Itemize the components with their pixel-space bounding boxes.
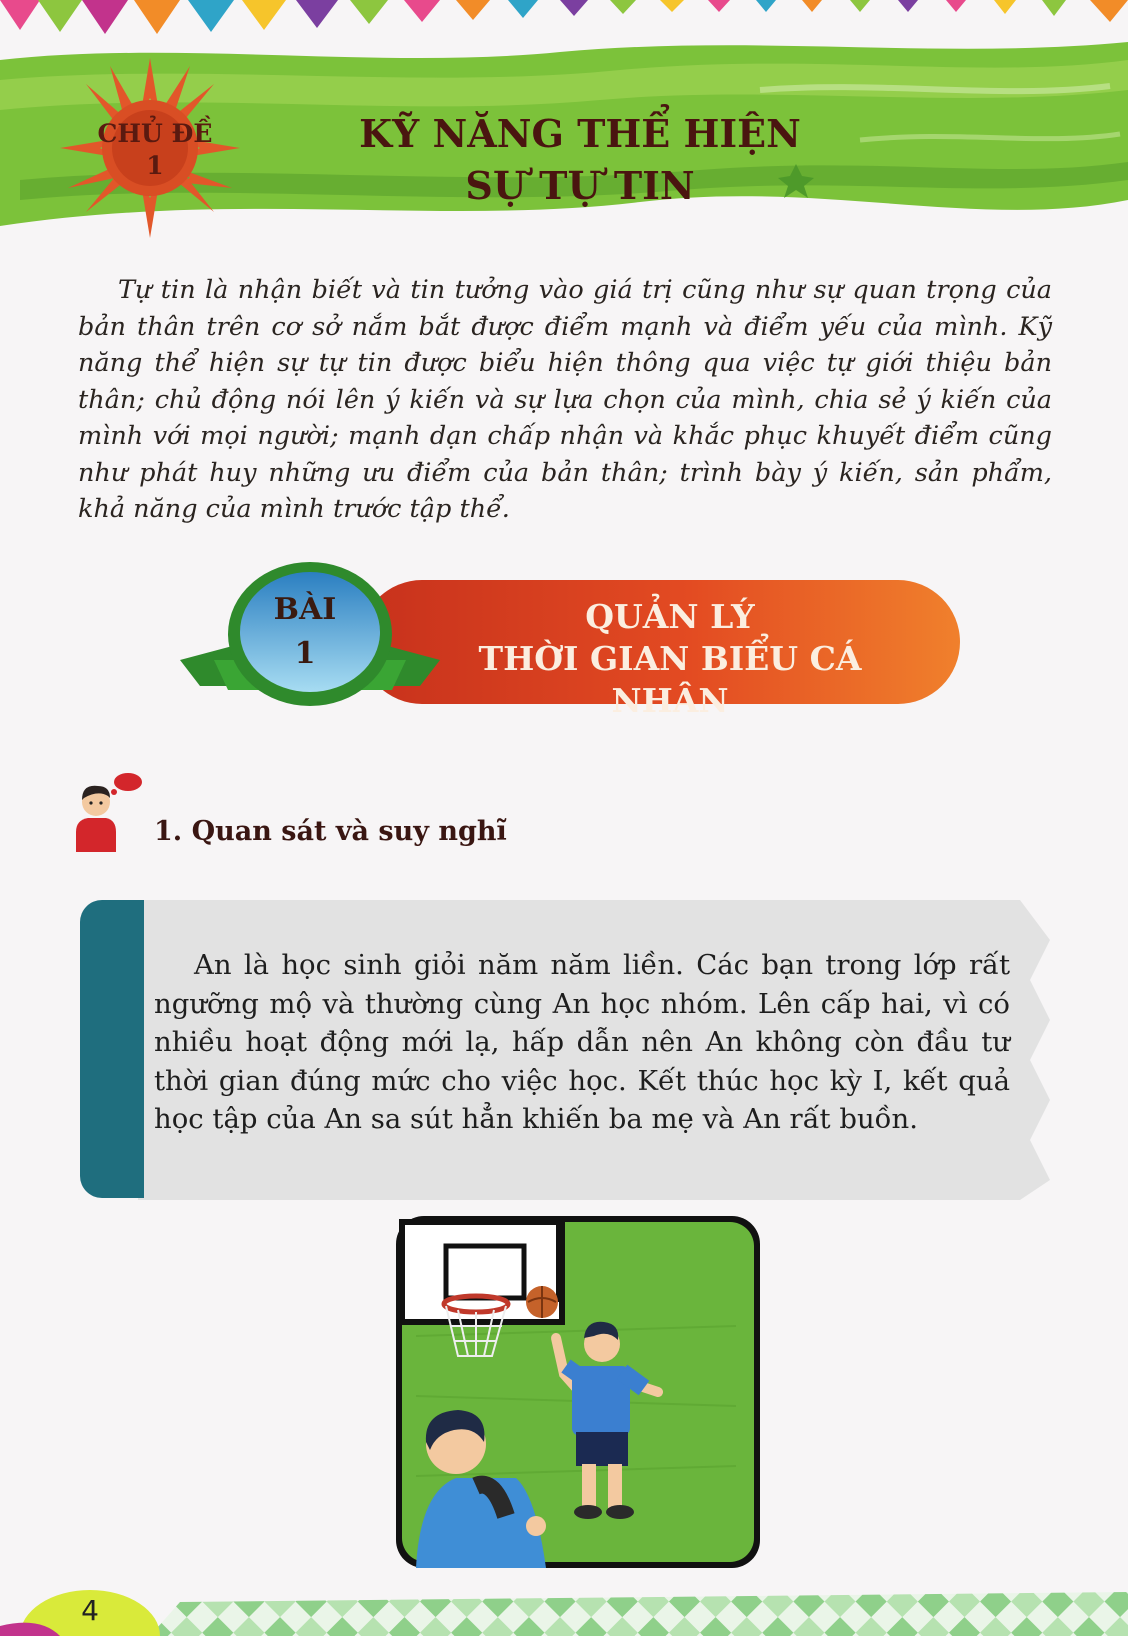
lesson-title-line1: QUẢN LÝ bbox=[585, 597, 755, 636]
footer-pattern bbox=[0, 1586, 1128, 1636]
topic-title-line2: SỰ TỰ TIN bbox=[465, 163, 695, 208]
basketball-illustration bbox=[396, 1216, 760, 1568]
topic-title-line1: KỸ NĂNG THỂ HIỆN bbox=[359, 111, 801, 156]
lesson-label-line2: 1 bbox=[294, 636, 316, 671]
section-heading: 1. Quan sát và suy nghĩ bbox=[154, 816, 507, 847]
intro-paragraph: Tự tin là nhận biết và tin tưởng vào giá trị cũng như sự quan trọng của bản thân trên cơ sở nắm bắt được điểm mạnh và điểm yếu của mình. Kỹ năng thể hiện sự tự tin được biểu hiện thông qua việc tự giới thiệu bản thân; chủ động nói lên ý kiến và sự lựa chọn của mình, chia sẻ ý kiến của mình với mọi người; mạnh dạn chấp nhận và khắc phục khuyết điểm cũng như phát huy những ưu điểm của bản thân; trình bày ý kiến, sản phẩm, khả năng của mình trước tập thể. bbox=[78, 275, 1052, 524]
topic-label bbox=[95, 118, 215, 182]
story-side-tab bbox=[80, 900, 144, 1198]
boy-thinking-icon bbox=[74, 772, 154, 852]
lesson-label-line1: BÀI bbox=[273, 592, 337, 627]
topic-title bbox=[300, 108, 860, 212]
topic-label-line1: CHỦ ĐỀ bbox=[97, 119, 213, 148]
lesson-title-line2: THỜI GIAN BIỂU CÁ NHÂN bbox=[478, 639, 862, 720]
page-number: 4 bbox=[81, 1594, 99, 1627]
story-paragraph: An là học sinh giỏi năm năm liền. Các bạn trong lớp rất ngưỡng mộ và thường cùng An học nhóm. Lên cấp hai, vì có nhiều hoạt động mới lạ, hấp dẫn nên An không còn đầu tư thời gian đúng mức cho việc học. Kết thúc học kỳ I, kết quả học tập của An sa sút hẳn khiến ba mẹ và An rất buồn. bbox=[154, 949, 1010, 1135]
lesson-title bbox=[420, 596, 920, 722]
lesson-label bbox=[255, 588, 355, 676]
topic-label-line2: 1 bbox=[146, 151, 164, 180]
